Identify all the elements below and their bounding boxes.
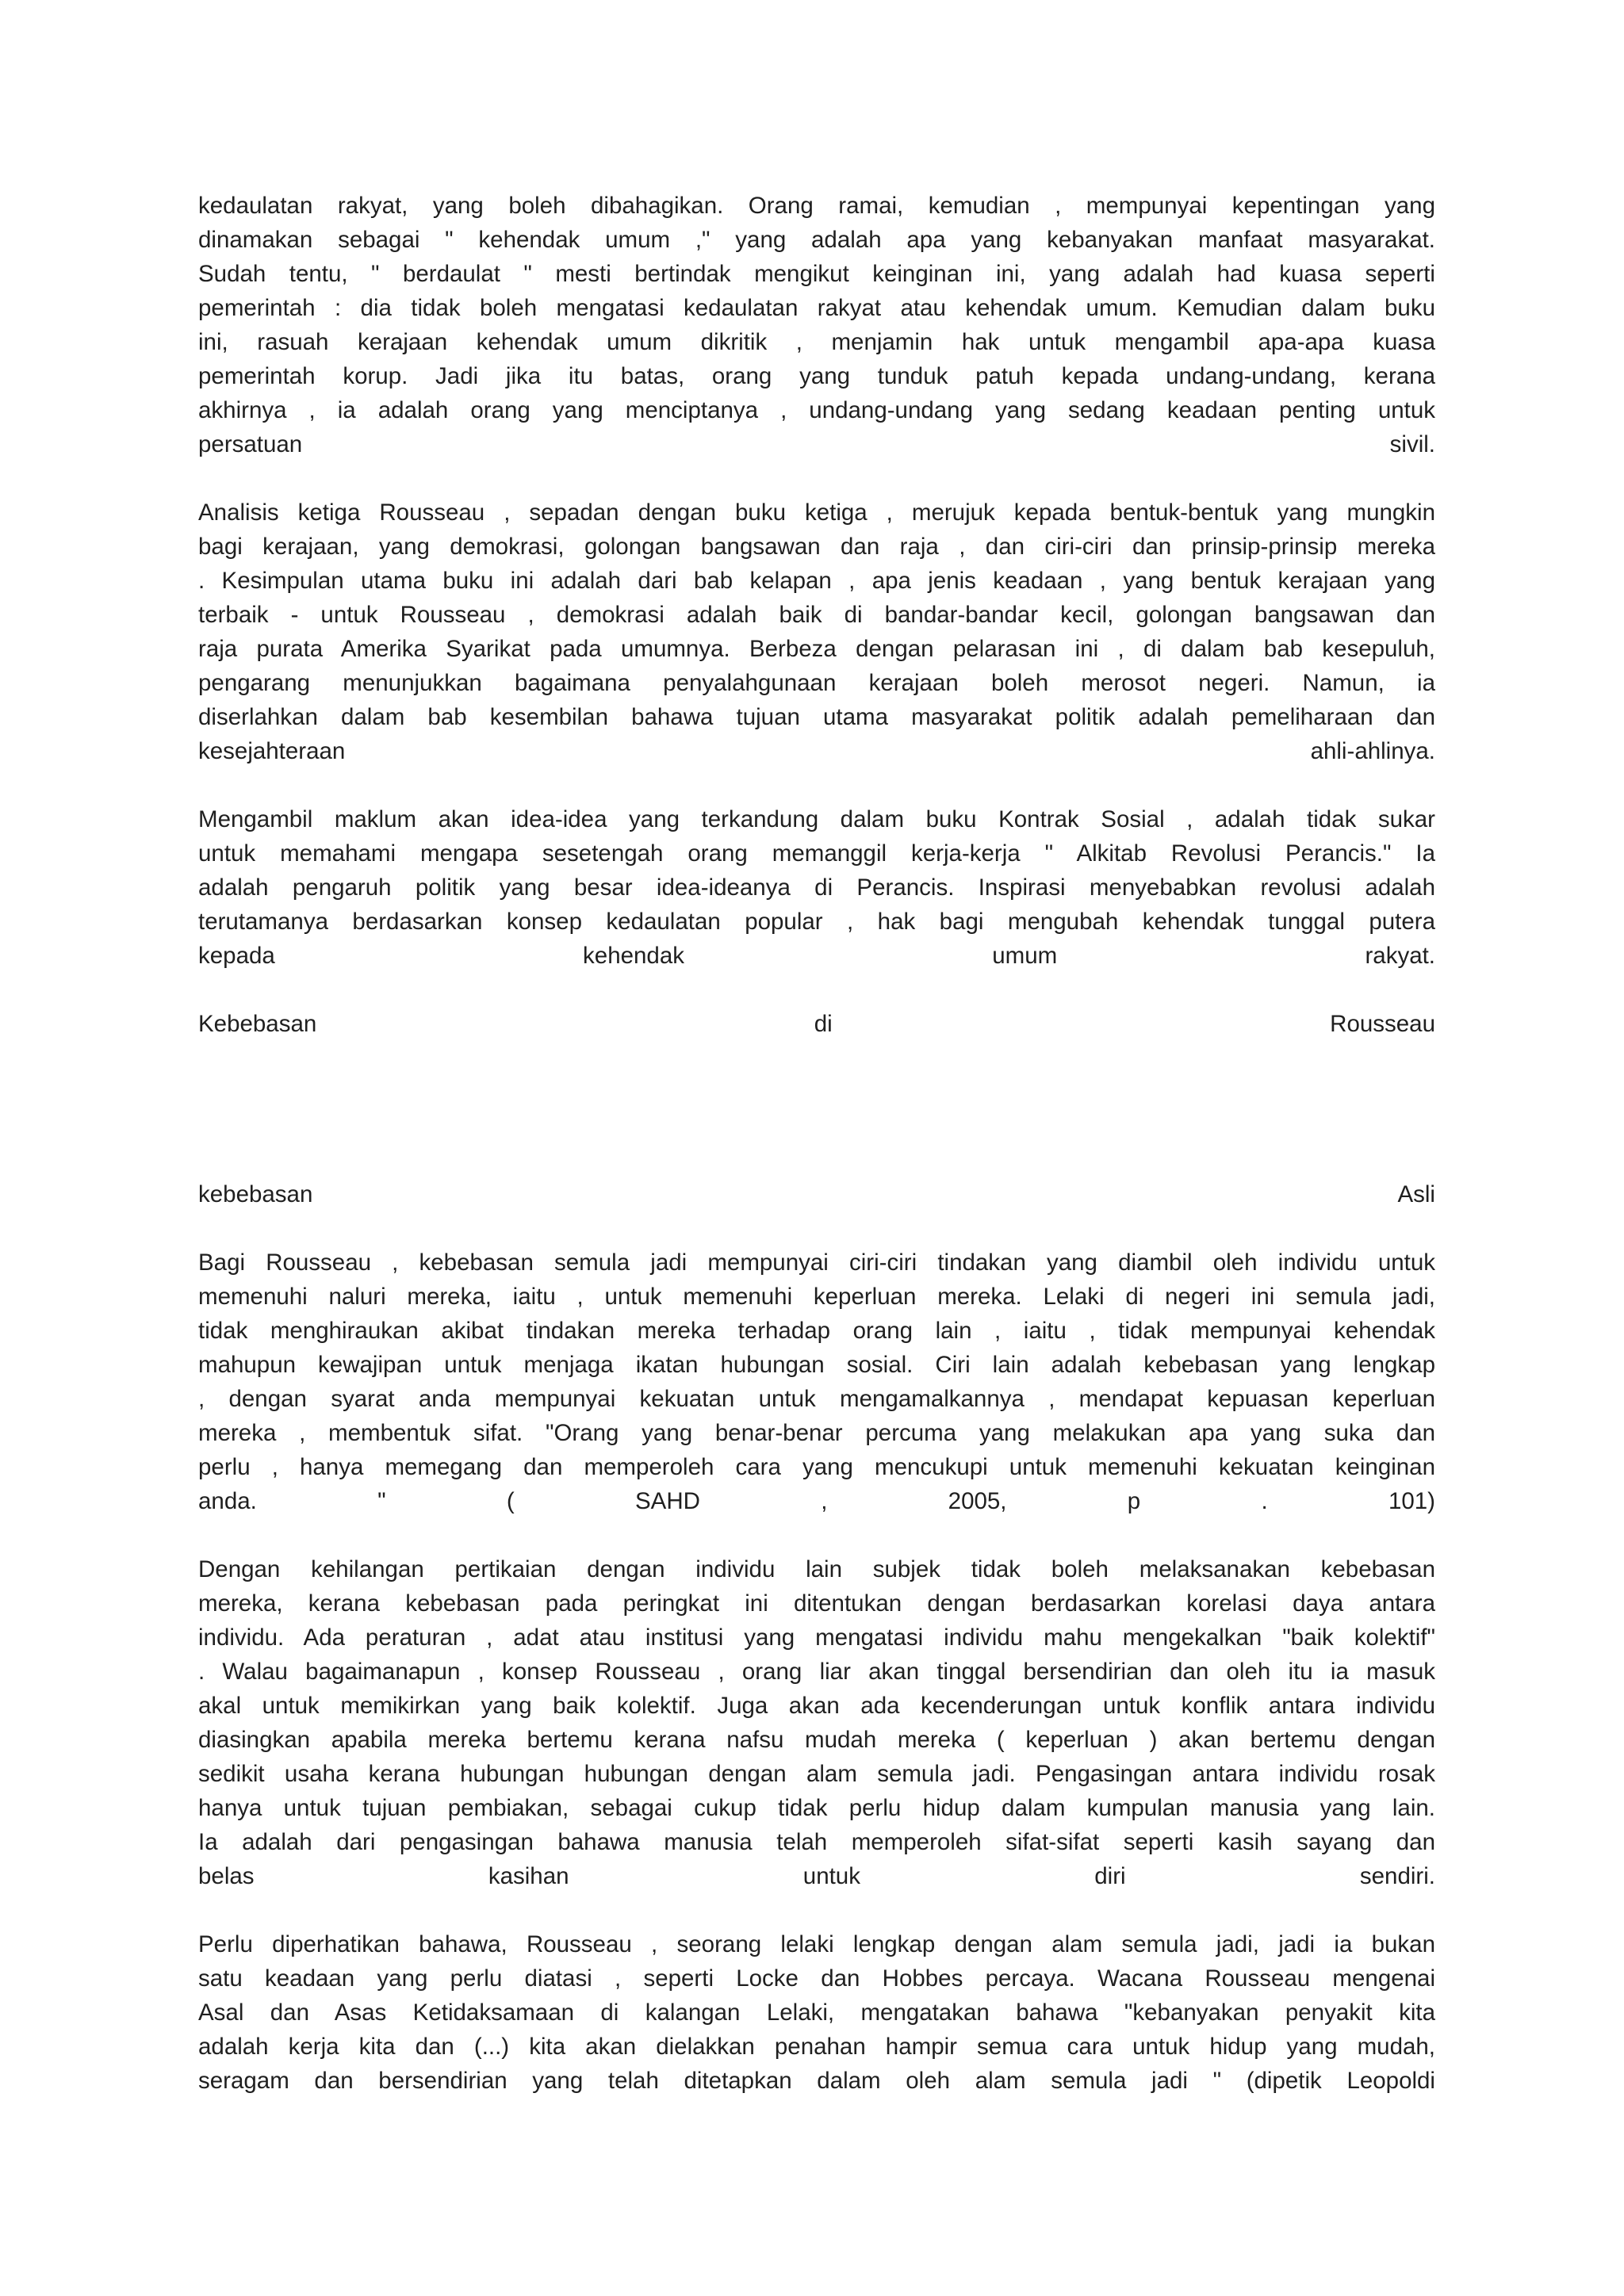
text-line: . Kesimpulan utama buku ini adalah dari bab kelapan , apa jenis keadaan , yang bentuk kerajaan yang [198,568,1435,594]
text-line: adalah pengaruh politik yang besar idea-ideanya di Perancis. Inspirasi menyebabkan revolusi adalah [198,874,1435,901]
text-line: satu keadaan yang perlu diatasi , seperti Locke dan Hobbes percaya. Wacana Rousseau mengenai [198,1965,1435,1992]
text-line: Asal dan Asas Ketidaksamaan di kalangan Lelaki, mengatakan bahawa "kebanyakan penyakit kita [198,1999,1435,2026]
text-line: belas kasihan untuk diri sendiri. [198,1863,1435,1889]
paragraph-1 [198,189,1435,461]
text-line: dinamakan sebagai " kehendak umum ," yang adalah apa yang kebanyakan manfaat masyarakat. [198,227,1435,253]
text-line: akhirnya , ia adalah orang yang menciptanya , undang-undang yang sedang keadaan penting untuk [198,397,1435,423]
paragraph-5 [198,1552,1435,1893]
heading-word: Kebebasan [198,1011,317,1037]
text-line: pemerintah korup. Jadi jika itu batas, orang yang tunduk patuh kepada undang-undang, kerana [198,363,1435,389]
text-line: untuk memahami mengapa sesetengah orang memanggil kerja-kerja " Alkitab Revolusi Perancis." Ia [198,840,1435,867]
text-line: hanya untuk tujuan pembiakan, sebagai cukup tidak perlu hidup dalam kumpulan manusia yang lain. [198,1795,1435,1821]
heading-word: Asli [1397,1181,1435,1207]
text-line: ini, rasuah kerajaan kehendak umum dikritik , menjamin hak untuk mengambil apa-apa kuasa [198,329,1435,355]
text-line: raja purata Amerika Syarikat pada umumnya. Berbeza dengan pelarasan ini , di dalam bab kesepuluh, [198,636,1435,662]
text-line: anda. " ( SAHD , 2005, p . 101) [198,1488,1435,1514]
text-line: pengarang menunjukkan bagaimana penyalahgunaan kerajaan boleh merosot negeri. Namun, ia [198,670,1435,696]
text-line: Bagi Rousseau , kebebasan semula jadi mempunyai ciri-ciri tindakan yang diambil oleh individu untuk [198,1249,1435,1276]
text-line: . Walau bagaimanapun , konsep Rousseau , orang liar akan tinggal bersendirian dan oleh itu ia masuk [198,1659,1435,1685]
text-line: Ia adalah dari pengasingan bahawa manusia telah memperoleh sifat-sifat seperti kasih sayang dan [198,1829,1435,1855]
text-line: bagi kerajaan, yang demokrasi, golongan bangsawan dan raja , dan ciri-ciri dan prinsip-prinsip mereka [198,534,1435,560]
text-line: tidak menghiraukan akibat tindakan mereka terhadap orang lain , iaitu , tidak mempunyai kehendak [198,1318,1435,1344]
heading-word: kebebasan [198,1181,313,1207]
text-line: persatuan sivil. [198,431,1435,457]
text-line: diserlahkan dalam bab kesembilan bahawa tujuan utama masyarakat politik adalah pemeliharaan dan [198,704,1435,730]
text-line: Analisis ketiga Rousseau , sepadan dengan buku ketiga , merujuk kepada bentuk-bentuk yang mungkin [198,499,1435,526]
text-line: Dengan kehilangan pertikaian dengan individu lain subjek tidak boleh melaksanakan kebebasan [198,1556,1435,1582]
text-line: Sudah tentu, " berdaulat " mesti bertindak mengikut keinginan ini, yang adalah had kuasa seperti [198,261,1435,287]
text-line: terbaik - untuk Rousseau , demokrasi adalah baik di bandar-bandar kecil, golongan bangsawan dan [198,602,1435,628]
paragraph-2 [198,496,1435,768]
text-line: individu. Ada peraturan , adat atau institusi yang mengatasi individu mahu mengekalkan "baik kolektif" [198,1624,1435,1651]
text-line: Perlu diperhatikan bahawa, Rousseau , seorang lelaki lengkap dengan alam semula jadi, jadi ia bukan [198,1931,1435,1957]
text-line: memenuhi naluri mereka, iaitu , untuk memenuhi keperluan mereka. Lelaki di negeri ini semula jadi, [198,1284,1435,1310]
text-line: diasingkan apabila mereka bertemu kerana nafsu mudah mereka ( keperluan ) akan bertemu dengan [198,1727,1435,1753]
section-heading-kebebasan-asli [198,1177,1435,1211]
text-line: kepada kehendak umum rakyat. [198,943,1435,969]
text-line: mereka, kerana kebebasan pada peringkat ini ditentukan dengan berdasarkan korelasi daya antara [198,1590,1435,1617]
text-line: kesejahteraan ahli-ahlinya. [198,738,1435,764]
heading-word: di [814,1011,833,1037]
text-line: mahupun kewajipan untuk menjaga ikatan hubungan sosial. Ciri lain adalah kebebasan yang lengkap [198,1352,1435,1378]
heading-word: Rousseau [1330,1011,1435,1037]
paragraph-3 [198,802,1435,973]
text-line: adalah kerja kita dan (...) kita akan dielakkan penahan hampir semua cara untuk hidup yang mudah, [198,2034,1435,2060]
text-line: terutamanya berdasarkan konsep kedaulatan popular , hak bagi mengubah kehendak tunggal putera [198,909,1435,935]
text-line: mereka , membentuk sifat. "Orang yang benar-benar percuma yang melakukan apa yang suka dan [198,1420,1435,1446]
paragraph-4 [198,1246,1435,1518]
text-line: sedikit usaha kerana hubungan hubungan dengan alam semula jadi. Pengasingan antara individu rosak [198,1761,1435,1787]
text-line: seragam dan bersendirian yang telah ditetapkan dalam oleh alam semula jadi " (dipetik Leopoldi [198,2068,1435,2094]
text-line: perlu , hanya memegang dan memperoleh cara yang mencukupi untuk memenuhi kekuatan keinginan [198,1454,1435,1480]
text-line: kedaulatan rakyat, yang boleh dibahagikan. Orang ramai, kemudian , mempunyai kepentingan yang [198,193,1435,219]
document-page [198,189,1435,2132]
text-line: , dengan syarat anda mempunyai kekuatan untuk mengamalkannya , mendapat kepuasan keperluan [198,1386,1435,1412]
text-line: pemerintah : dia tidak boleh mengatasi kedaulatan rakyat atau kehendak umum. Kemudian dalam buku [198,295,1435,321]
blank-space [198,1041,1435,1177]
text-line: Mengambil maklum akan idea-idea yang terkandung dalam buku Kontrak Sosial , adalah tidak sukar [198,806,1435,832]
text-line: akal untuk memikirkan yang baik kolektif. Juga akan ada kecenderungan untuk konflik antara individu [198,1693,1435,1719]
section-heading-kebebasan-di-rousseau [198,1007,1435,1041]
paragraph-6 [198,1927,1435,2098]
